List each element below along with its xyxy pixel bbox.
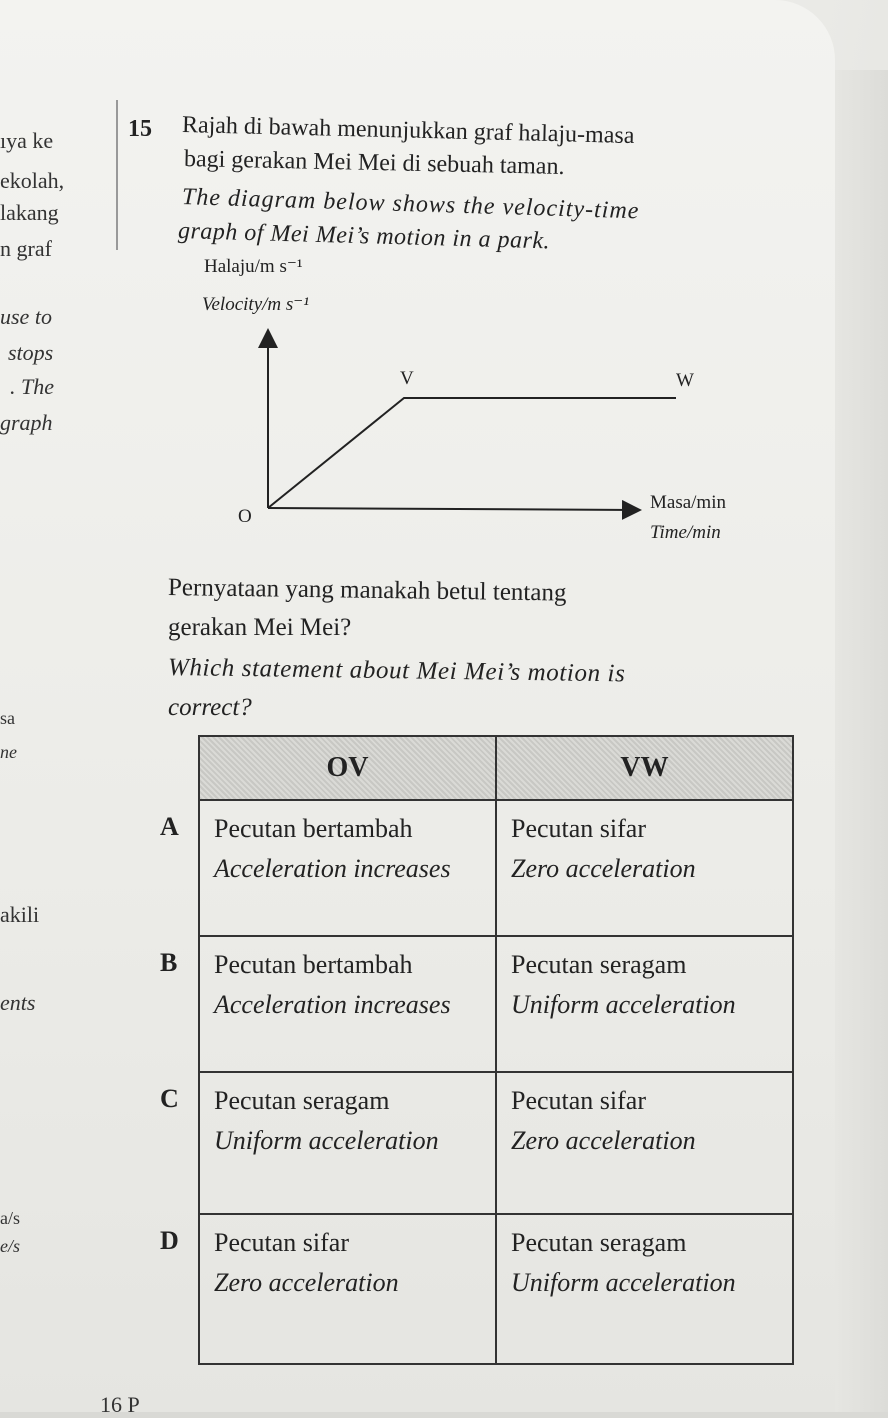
margin-fragment: . The [10,374,54,399]
margin-fragment: n graf [0,236,52,261]
velocity-line [268,398,676,508]
velocity-time-graph [188,250,768,550]
y-axis-label-en: Velocity/m s⁻¹ [202,294,310,315]
y-axis-label-ms: Halaju/m s⁻¹ [204,256,303,277]
margin-fragment: stops [8,340,54,365]
column-header-vw: VW [496,736,793,800]
margin-fragment: ıya ke [0,128,54,153]
option-a-vw: Pecutan sifar Zero acceleration [496,800,793,936]
next-page-edge [829,70,888,1412]
option-c-vw: Pecutan sifar Zero acceleration [496,1072,793,1214]
option-b-vw: Pecutan seragam Uniform acceleration [496,936,793,1072]
margin-fragment: e/s [0,1236,20,1256]
prompt-ms: Pernyataan yang manakah betul tentang [167,574,567,607]
option-letter-a[interactable]: A [160,812,179,841]
margin-fragment: use to [0,304,52,329]
option-a-ov: Pecutan bertambah Acceleration increases [199,800,496,936]
x-axis-label-en: Time/min [650,522,721,543]
option-d-ov: Pecutan sifar Zero acceleration [199,1214,496,1364]
question-text-en: The diagram below shows the velocity-time [181,184,640,225]
page-number-fragment: 16 P [100,1392,140,1417]
option-b-ov: Pecutan bertambah Acceleration increases [199,936,496,1072]
option-d-vw: Pecutan seragam Uniform acceleration [496,1214,793,1364]
point-label-w: W [676,370,694,391]
option-c-ov: Pecutan seragam Uniform acceleration [199,1072,496,1214]
point-label-o: O [238,506,252,527]
column-header-ov: OV [199,736,496,800]
margin-fragment: a/s [0,1208,20,1228]
margin-fragment: sa [0,708,15,728]
option-row-b[interactable] [199,936,793,1072]
margin-fragment: graph [0,410,53,435]
prompt-ms: gerakan Mei Mei? [168,614,352,641]
option-row-d[interactable] [199,1214,793,1364]
x-axis [268,508,638,510]
question-text-ms: bagi gerakan Mei Mei di sebuah taman. [183,146,565,180]
option-row-a[interactable] [199,800,793,936]
question-number: 15 [128,116,152,142]
options-table [198,735,794,1365]
option-letter-d[interactable]: D [160,1226,179,1255]
velocity-series [238,368,694,527]
question-text-ms: Rajah di bawah menunjukkan graf halaju-masa [181,112,635,150]
option-letter-c[interactable]: C [160,1084,179,1113]
option-letter-b[interactable]: B [160,948,178,977]
margin-fragment: lakang [0,200,59,225]
margin-divider [116,100,118,250]
prompt-en: Which statement about Mei Mei’s motion is [167,654,626,688]
prompt-block [168,568,788,728]
prompt-en: correct? [168,694,252,721]
margin-fragment: akili [0,902,40,927]
margin-fragment: ents [0,990,36,1015]
margin-fragment: ne [0,742,17,762]
option-row-c[interactable] [199,1072,793,1214]
question-text-en: graph of Mei Mei’s motion in a park. [177,218,551,255]
point-label-v: V [400,368,414,389]
x-axis-label-ms: Masa/min [650,492,726,513]
margin-fragment: ekolah, [0,168,65,193]
